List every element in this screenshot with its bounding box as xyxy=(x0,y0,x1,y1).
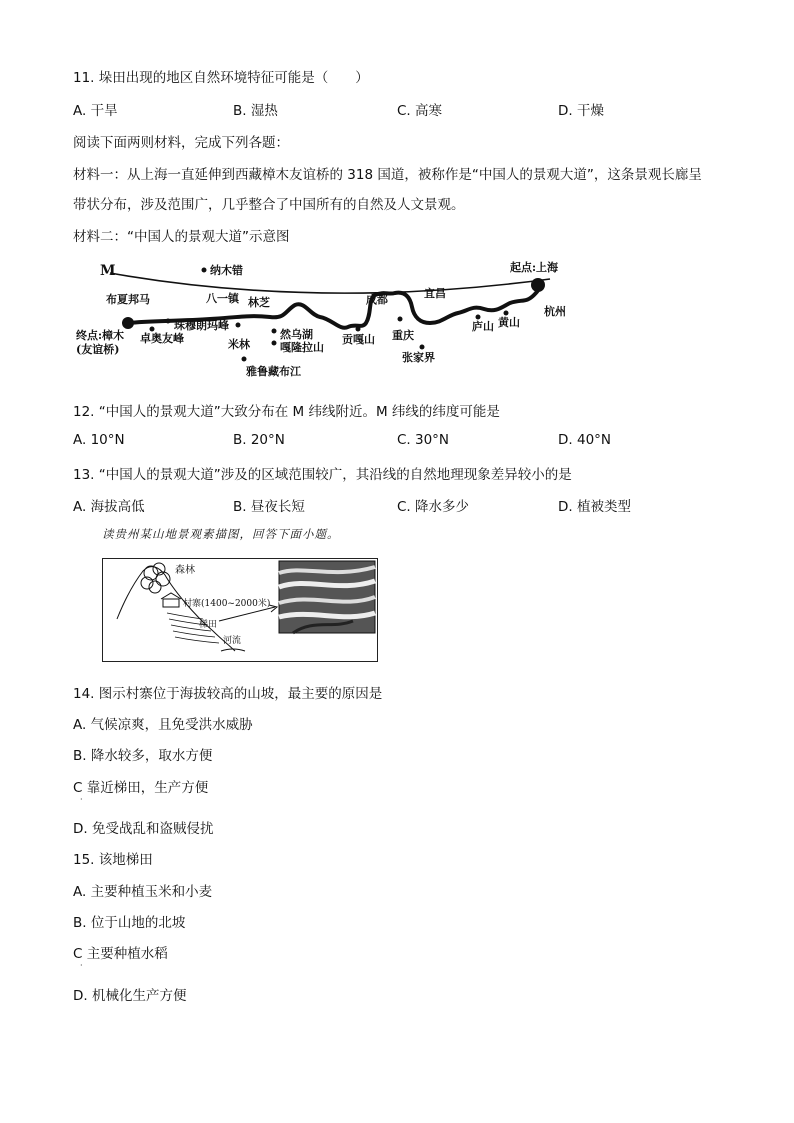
q13-option-d: D. 植被类型 xyxy=(558,499,631,515)
q11-option-c: C. 高寒 xyxy=(397,103,443,119)
label-terrace: 梯田 xyxy=(199,620,218,630)
q12-option-b: B. 20°N xyxy=(233,432,285,448)
label-hangzhou: 杭州 xyxy=(544,305,566,318)
q14-option-d: D. 免受战乱和盗贼侵扰 xyxy=(73,821,214,837)
q11-stem: 11. 垛田出现的地区自然环境特征可能是（ ） xyxy=(73,70,369,86)
river-line xyxy=(221,649,245,651)
q14-option-c: C 靠近梯田，生产方便 xyxy=(73,780,209,796)
label-chongqing: 重庆 xyxy=(392,329,414,342)
label-namucuo: 纳木错 xyxy=(210,264,243,277)
landscape-sketch xyxy=(102,558,378,662)
label-zhangjiajie: 张家界 xyxy=(402,351,435,364)
label-yichang: 宜昌 xyxy=(424,287,446,300)
q14-stem: 14. 图示村寨位于海拔较高的山坡，最主要的原因是 xyxy=(73,686,383,702)
arrow-line xyxy=(219,607,275,621)
route-map xyxy=(70,255,590,385)
label-gonggashan: 贡嘎山 xyxy=(342,333,375,346)
q12-option-d: D. 40°N xyxy=(558,432,612,448)
label-linzhi: 林芝 xyxy=(248,296,270,309)
q11-option-d: D. 干燥 xyxy=(558,103,604,119)
material1-line2: 带状分布，涉及范围广，几乎整合了中国所有的自然及人文景观。 xyxy=(73,197,465,213)
terrace-photo xyxy=(279,561,375,633)
label-milin: 米林 xyxy=(228,338,250,351)
label-zhuoaoyou: 卓奥友峰 xyxy=(140,332,184,345)
q15-option-c: C 主要种植水稻 xyxy=(73,946,168,962)
q13-option-c: C. 降水多少 xyxy=(397,499,470,515)
village-icon xyxy=(161,593,181,607)
q15-option-a: A. 主要种植玉米和小麦 xyxy=(73,884,213,900)
end-label-2: (友谊桥) xyxy=(76,343,120,356)
label-buxiabangma: 布夏邦马 xyxy=(106,293,150,306)
q11-option-a: A. 干旱 xyxy=(73,103,118,119)
q13-stem: 13. “中国人的景观大道”涉及的区域范围较广，其沿线的自然地理现象差异较小的是 xyxy=(73,467,572,483)
q11-option-b: B. 湿热 xyxy=(233,103,278,119)
reading-intro: 阅读下面两则材料，完成下列各题： xyxy=(73,135,289,151)
q14-option-a: A. 气候凉爽，且免受洪水威胁 xyxy=(73,717,253,733)
label-ranwuhu: 然乌湖 xyxy=(280,328,313,341)
label-huangshan: 黄山 xyxy=(498,316,520,329)
end-point-marker xyxy=(122,317,134,329)
material1-line1: 材料一：从上海一直延伸到西藏樟木友谊桥的 318 国道，被称作是“中国人的景观大道”，这条景观长廊呈 xyxy=(73,167,702,183)
start-point-marker xyxy=(531,278,545,292)
figure-caption: 读贵州某山地景观素描图，回答下面小题。 xyxy=(102,527,340,541)
label-river: 河流 xyxy=(223,636,242,646)
label-everest: 珠穆朗玛峰 xyxy=(174,319,229,332)
label-village: 村寨(1400~2000米) xyxy=(183,599,271,609)
label-lushan: 庐山 xyxy=(472,320,494,333)
end-label: 终点:樟木 xyxy=(76,329,125,342)
q14-option-b: B. 降水较多，取水方便 xyxy=(73,748,213,764)
q15-stem: 15. 该地梯田 xyxy=(73,852,153,868)
dot-mark-2: · xyxy=(80,961,83,970)
q12-option-c: C. 30°N xyxy=(397,432,450,448)
q15-option-b: B. 位于山地的北坡 xyxy=(73,915,186,931)
label-chengdu: 成都 xyxy=(366,293,388,306)
label-forest: 森林 xyxy=(175,565,195,576)
label-yarlung: 雅鲁藏布江 xyxy=(246,365,301,378)
m-label: M xyxy=(100,263,116,279)
q12-option-a: A. 10°N xyxy=(73,432,125,448)
label-galonglashan: 嘎隆拉山 xyxy=(280,341,324,354)
start-label: 起点:上海 xyxy=(510,261,559,274)
material2-title: 材料二：“中国人的景观大道”示意图 xyxy=(73,229,290,245)
dot-mark: · xyxy=(80,795,83,804)
q12-stem: 12. “中国人的景观大道”大致分布在 M 纬线附近。M 纬线的纬度可能是 xyxy=(73,404,500,420)
q15-option-d: D. 机械化生产方便 xyxy=(73,988,187,1004)
q13-option-a: A. 海拔高低 xyxy=(73,499,145,515)
forest-icon xyxy=(141,563,170,593)
q13-option-b: B. 昼夜长短 xyxy=(233,499,305,515)
latitude-line-m xyxy=(110,273,550,293)
label-bayizhen: 八一镇 xyxy=(206,292,239,305)
